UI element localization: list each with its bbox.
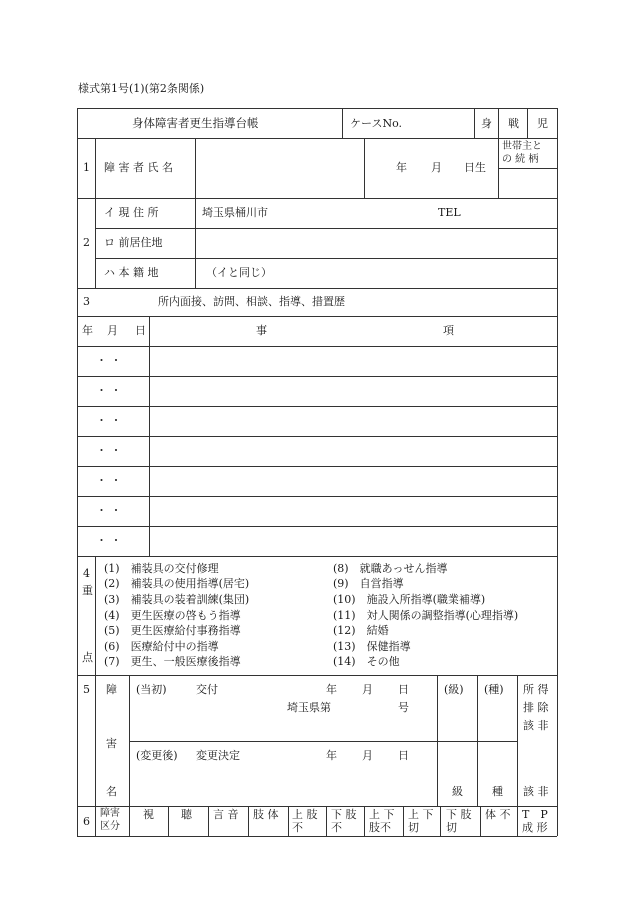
- record-date: ・ ・: [96, 414, 122, 427]
- category-cell-bottom: 肢不: [369, 821, 391, 834]
- category-cell-top: T P: [522, 808, 548, 821]
- record-date: ・ ・: [96, 474, 122, 487]
- issue-label: 交付: [196, 683, 218, 696]
- gaihi-label: 該 非: [523, 785, 549, 798]
- grade-label: 級: [452, 785, 463, 798]
- section-5-label-mid: 害: [106, 737, 117, 750]
- record-date: ・ ・: [96, 444, 122, 457]
- category-cell-top: 上 肢: [292, 808, 318, 821]
- kind-label: 種: [492, 785, 503, 798]
- focus-item: (14) その他: [333, 655, 400, 668]
- category-cell-top: 体 不: [485, 808, 511, 821]
- focus-item: (3) 補装具の装着訓練(集団): [104, 593, 250, 606]
- section-6-label-1: 障害: [100, 808, 120, 819]
- section-3-title: 所内面接、訪問、相談、指導、措置歴: [158, 295, 345, 308]
- focus-item: (13) 保健指導: [333, 640, 411, 653]
- col-month: 月: [107, 324, 118, 337]
- shotoku-label-3: 該 非: [523, 719, 549, 732]
- record-date: ・ ・: [96, 504, 122, 517]
- honseki-value: （イと同じ）: [206, 266, 272, 279]
- category-cell-top: 下 肢: [331, 808, 357, 821]
- honseki-label: ハ 本 籍 地: [104, 266, 159, 279]
- section-6-label-2: 区分: [100, 821, 120, 832]
- category-cell-top: 上 下: [369, 808, 395, 821]
- pref-number-label: 埼玉県第: [287, 701, 331, 714]
- shotoku-label-2: 排 除: [523, 701, 549, 714]
- section-5-label-bottom: 名: [106, 785, 117, 798]
- change-year: 年: [326, 749, 337, 762]
- kind-paren: (種): [484, 683, 504, 696]
- current-address-value: 埼玉県桶川市: [202, 206, 268, 219]
- tel-label: TEL: [438, 206, 461, 219]
- category-cell-top: 言 音: [213, 808, 239, 821]
- form-number: 様式第1号(1)(第2条関係): [78, 82, 205, 95]
- record-date: ・ ・: [96, 354, 122, 367]
- focus-item: (12) 結婚: [333, 624, 389, 637]
- focus-item: (4) 更生医療の啓もう指導: [104, 609, 241, 622]
- issue-year: 年: [326, 683, 337, 696]
- focus-item: (9) 自営指導: [333, 577, 404, 590]
- grade-paren: (級): [444, 683, 464, 696]
- previous-address-label: ロ 前居住地: [104, 236, 163, 249]
- issue-month: 月: [362, 683, 373, 696]
- category-cell-top: 上 下: [408, 808, 434, 821]
- shotoku-label-1: 所 得: [523, 683, 549, 696]
- section-2-number: 2: [83, 236, 90, 249]
- change-month: 月: [362, 749, 373, 762]
- focus-item: (10) 施設入所指導(職業補導): [333, 593, 486, 606]
- category-sen: 戦: [508, 117, 519, 130]
- change-day: 日: [398, 749, 409, 762]
- section-4-label-top: 重: [82, 584, 93, 597]
- category-ji: 児: [537, 117, 548, 130]
- category-cell-top: 聴: [181, 808, 192, 821]
- birth-month: 月: [431, 161, 442, 174]
- category-cell-top: 視: [143, 808, 154, 821]
- focus-item: (6) 医療給付中の指導: [104, 640, 219, 653]
- section-1-number: 1: [83, 161, 90, 174]
- current-address-label: イ 現 住 所: [104, 206, 159, 219]
- birth-day: 日生: [464, 161, 486, 174]
- col-koto-1: 事: [256, 324, 267, 337]
- focus-item: (5) 更生医療給付事務指導: [104, 624, 241, 637]
- relation-label-1: 世帯主と: [502, 141, 542, 152]
- category-cell-bottom: 切: [446, 821, 457, 834]
- birth-year: 年: [396, 161, 407, 174]
- focus-item: (7) 更生、一般医療後指導: [104, 655, 241, 668]
- focus-item: (1) 補装具の交付修理: [104, 562, 219, 575]
- col-day: 日: [135, 324, 146, 337]
- section-4-label-bottom: 点: [82, 651, 93, 664]
- section-5-label-top: 障: [106, 683, 117, 696]
- section-3-number: 3: [83, 295, 90, 308]
- focus-item: (8) 就職あっせん指導: [333, 562, 448, 575]
- category-cell-bottom: 成 形: [522, 821, 548, 834]
- section-6-number: 6: [83, 815, 90, 828]
- focus-item: (11) 対人関係の調整指導(心理指導): [333, 609, 519, 622]
- col-year: 年: [82, 324, 93, 337]
- record-date: ・ ・: [96, 384, 122, 397]
- category-cell-bottom: 不: [331, 821, 342, 834]
- issue-day: 日: [398, 683, 409, 696]
- change-decision-label: 変更決定: [196, 749, 240, 762]
- case-no-label: ケースNo.: [350, 117, 403, 130]
- section-5-number: 5: [83, 683, 90, 696]
- go-label: 号: [398, 701, 409, 714]
- category-shin: 身: [481, 117, 492, 130]
- name-label: 障 害 者 氏 名: [104, 161, 173, 174]
- focus-item: (2) 補装具の使用指導(居宅): [104, 577, 250, 590]
- section-4-number: 4: [83, 567, 90, 580]
- record-date: ・ ・: [96, 534, 122, 547]
- category-cell-top: 肢 体: [253, 808, 279, 821]
- relation-label-2: の 続 柄: [502, 154, 539, 165]
- category-cell-top: 下 肢: [446, 808, 472, 821]
- category-cell-bottom: 切: [408, 821, 419, 834]
- category-cell-bottom: 不: [292, 821, 303, 834]
- initial-label: (当初): [136, 683, 167, 696]
- form-title: 身体障害者更生指導台帳: [132, 116, 259, 130]
- changed-label: (変更後): [136, 749, 178, 762]
- col-koto-2: 項: [443, 324, 454, 337]
